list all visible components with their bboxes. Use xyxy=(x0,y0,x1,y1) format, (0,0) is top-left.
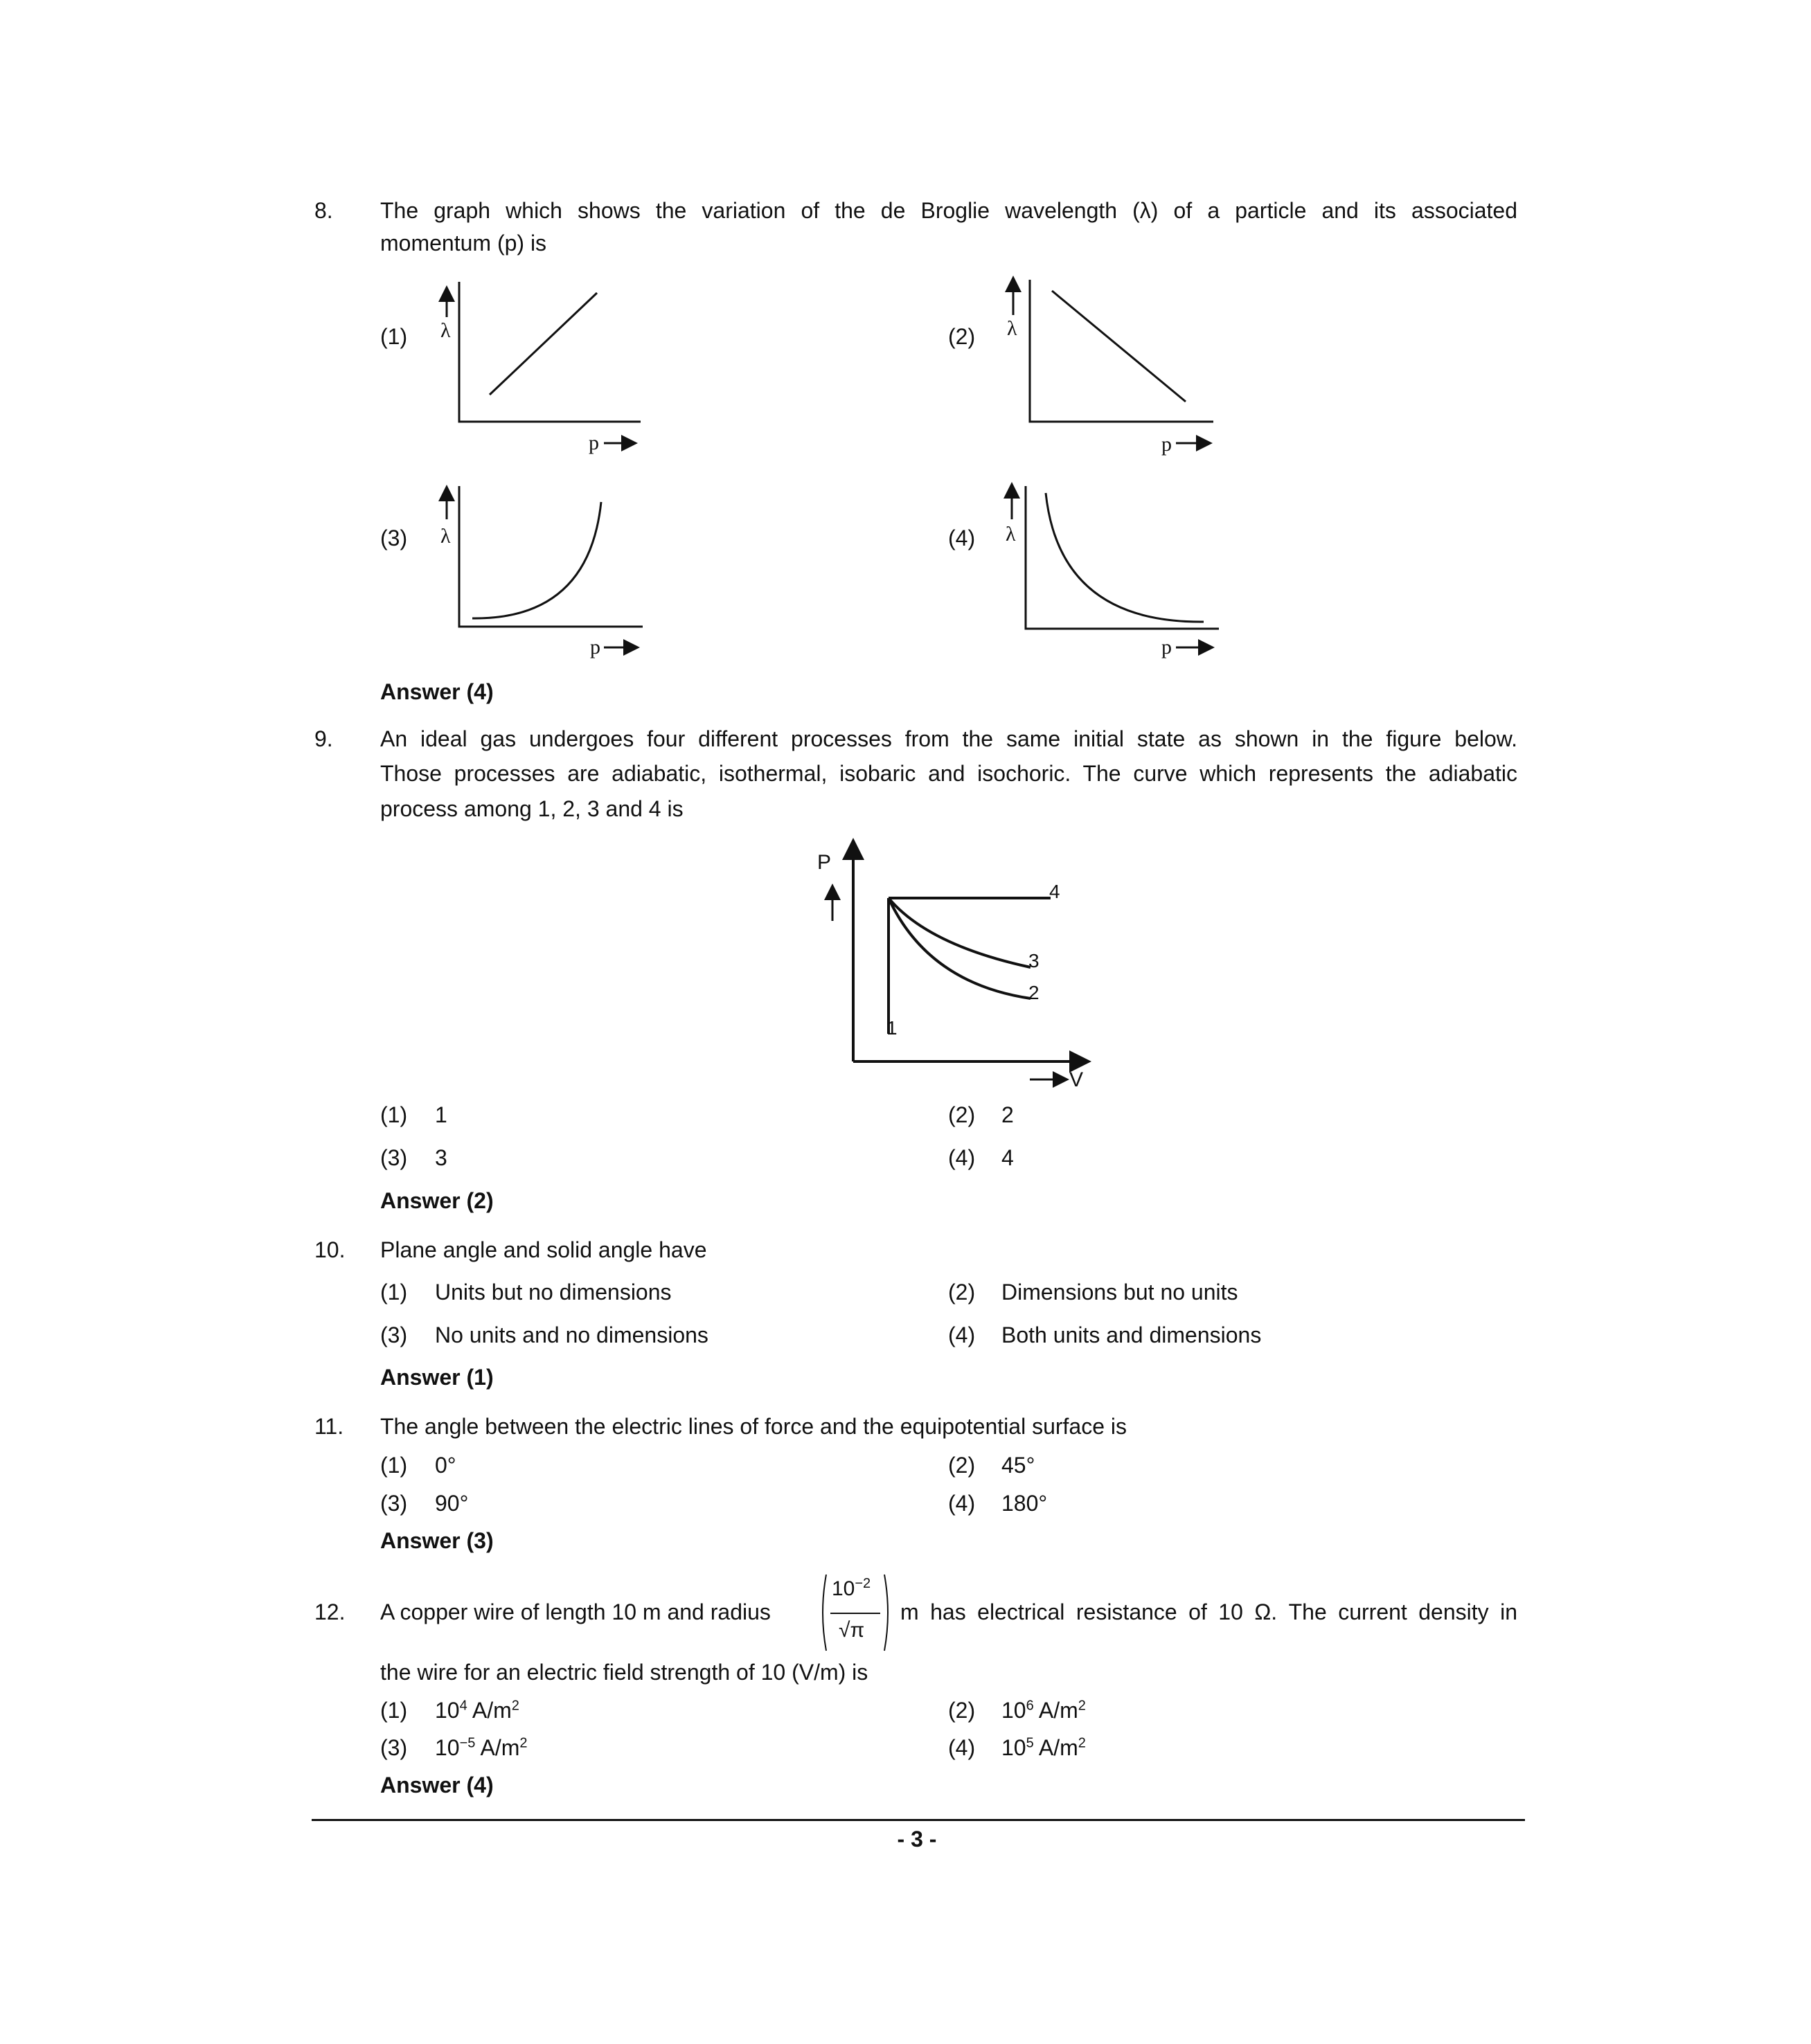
axes xyxy=(459,486,643,627)
curve-label-1: 1 xyxy=(886,1017,898,1039)
option-text: 1 xyxy=(435,1102,447,1127)
graph-y-label: λ xyxy=(440,319,451,342)
question-text: Plane angle and solid angle have xyxy=(380,1237,707,1262)
option-label: (1) xyxy=(380,1280,408,1305)
option-text: $10^{-5}$ $A/m^2$ xyxy=(435,1735,528,1760)
option-text: $10^4$ $A/m^2$ xyxy=(435,1698,519,1723)
numerator-exponent: −2 xyxy=(855,1576,871,1591)
option-label: (2) xyxy=(948,1453,976,1478)
option-label: (4) xyxy=(948,1491,976,1516)
curve-line-increasing xyxy=(490,293,597,395)
option-label: (3) xyxy=(380,1145,408,1170)
option-text: $10^6$ $A/m^2$ xyxy=(1001,1698,1086,1723)
option-text: 3 xyxy=(435,1145,447,1170)
option-label: (1) xyxy=(380,1453,408,1478)
fraction-numerator xyxy=(832,1577,871,1601)
option-label: (4) xyxy=(948,1735,976,1760)
option-text: $10^5$ $A/m^2$ xyxy=(1001,1735,1086,1760)
graph-option-1 xyxy=(447,282,641,443)
question-number: 9. xyxy=(314,726,333,751)
curve-label-2: 2 xyxy=(1028,982,1040,1003)
option-label: (4) xyxy=(948,526,976,550)
question-text: The angle between the electric lines of force and the equipotential surface is xyxy=(380,1414,1127,1439)
answer: Answer (2) xyxy=(380,1188,494,1213)
answer: Answer (4) xyxy=(380,679,494,704)
graph-x-label: p xyxy=(589,431,599,454)
question-text: A copper wire of length 10 m and radius xyxy=(380,1599,771,1624)
curve-line-decreasing xyxy=(1052,291,1186,402)
option-text: Units but no dimensions xyxy=(435,1280,672,1305)
graph-option-3 xyxy=(447,486,643,647)
answer: Answer (1) xyxy=(380,1365,494,1390)
option-text: Dimensions but no units xyxy=(1001,1280,1238,1305)
option-text: 2 xyxy=(1001,1102,1014,1127)
question-number: 12. xyxy=(314,1599,346,1624)
option-text: 0° xyxy=(435,1453,456,1478)
option-text: Both units and dimensions xyxy=(1001,1323,1262,1347)
curve-label-4: 4 xyxy=(1049,881,1060,902)
option-text: 4 xyxy=(1001,1145,1014,1170)
graph-x-label: p xyxy=(1161,636,1172,658)
graph-y-label: λ xyxy=(440,525,451,548)
graph-option-2 xyxy=(1013,280,1213,443)
footer-divider xyxy=(312,1819,1525,1821)
graph-y-label: λ xyxy=(1007,317,1017,340)
axes xyxy=(459,282,641,422)
answer: Answer (4) xyxy=(380,1773,494,1798)
curve-hyperbola xyxy=(1046,493,1204,622)
question-text: process among 1, 2, 3 and 4 is xyxy=(380,796,684,821)
option-label: (1) xyxy=(380,1102,408,1127)
question-number: 11. xyxy=(314,1414,344,1439)
option-label: (3) xyxy=(380,1323,408,1347)
question-text: The graph which shows the variation of the de Broglie wavelength (λ) of a particle and its associated xyxy=(380,198,1517,223)
radius-fraction xyxy=(818,1572,893,1653)
option-label: (4) xyxy=(948,1145,976,1170)
pv-graph xyxy=(832,843,1086,1079)
question-text: the wire for an electric field strength of 10 (V/m) is xyxy=(380,1660,868,1685)
axes xyxy=(1030,280,1213,422)
option-text: 180° xyxy=(1001,1491,1048,1516)
question-number: 8. xyxy=(314,198,333,223)
option-label: (1) xyxy=(380,1698,408,1723)
numerator-base: 10 xyxy=(832,1577,855,1600)
option-label: (2) xyxy=(948,1698,976,1723)
curve-increasing xyxy=(472,502,601,618)
curve-label-3: 3 xyxy=(1028,950,1040,971)
question-text: m has electrical resistance of 10 Ω. The current density in xyxy=(900,1599,1517,1624)
option-label: (2) xyxy=(948,1280,976,1305)
graph-option-4 xyxy=(1012,486,1219,647)
option-label: (3) xyxy=(380,1735,408,1760)
option-label: (3) xyxy=(380,1491,408,1516)
option-text: 45° xyxy=(1001,1453,1035,1478)
option-label: (3) xyxy=(380,526,408,550)
question-text: Those processes are adiabatic, isothermal, isobaric and isochoric. The curve which represents the adiabatic xyxy=(380,761,1517,786)
curve-2-adiabatic xyxy=(889,898,1031,998)
answer: Answer (3) xyxy=(380,1528,494,1553)
fraction-denominator: √π xyxy=(839,1619,865,1642)
question-text: An ideal gas undergoes four different processes from the same initial state as shown in the figure below. xyxy=(380,726,1517,751)
option-label: (1) xyxy=(380,324,408,349)
graph-y-label: λ xyxy=(1006,523,1016,546)
option-label: (4) xyxy=(948,1323,976,1347)
option-text: 90° xyxy=(435,1491,469,1516)
page-number: - 3 - xyxy=(897,1827,937,1852)
option-label: (2) xyxy=(948,324,976,349)
option-label: (2) xyxy=(948,1102,976,1127)
graph-x-label: p xyxy=(1161,433,1172,456)
p-axis-label: P xyxy=(817,851,832,874)
question-number: 10. xyxy=(314,1237,346,1262)
question-text: momentum (p) is xyxy=(380,231,547,256)
option-text: No units and no dimensions xyxy=(435,1323,708,1347)
v-axis-label: V xyxy=(1069,1068,1084,1091)
graph-x-label: p xyxy=(590,636,600,658)
